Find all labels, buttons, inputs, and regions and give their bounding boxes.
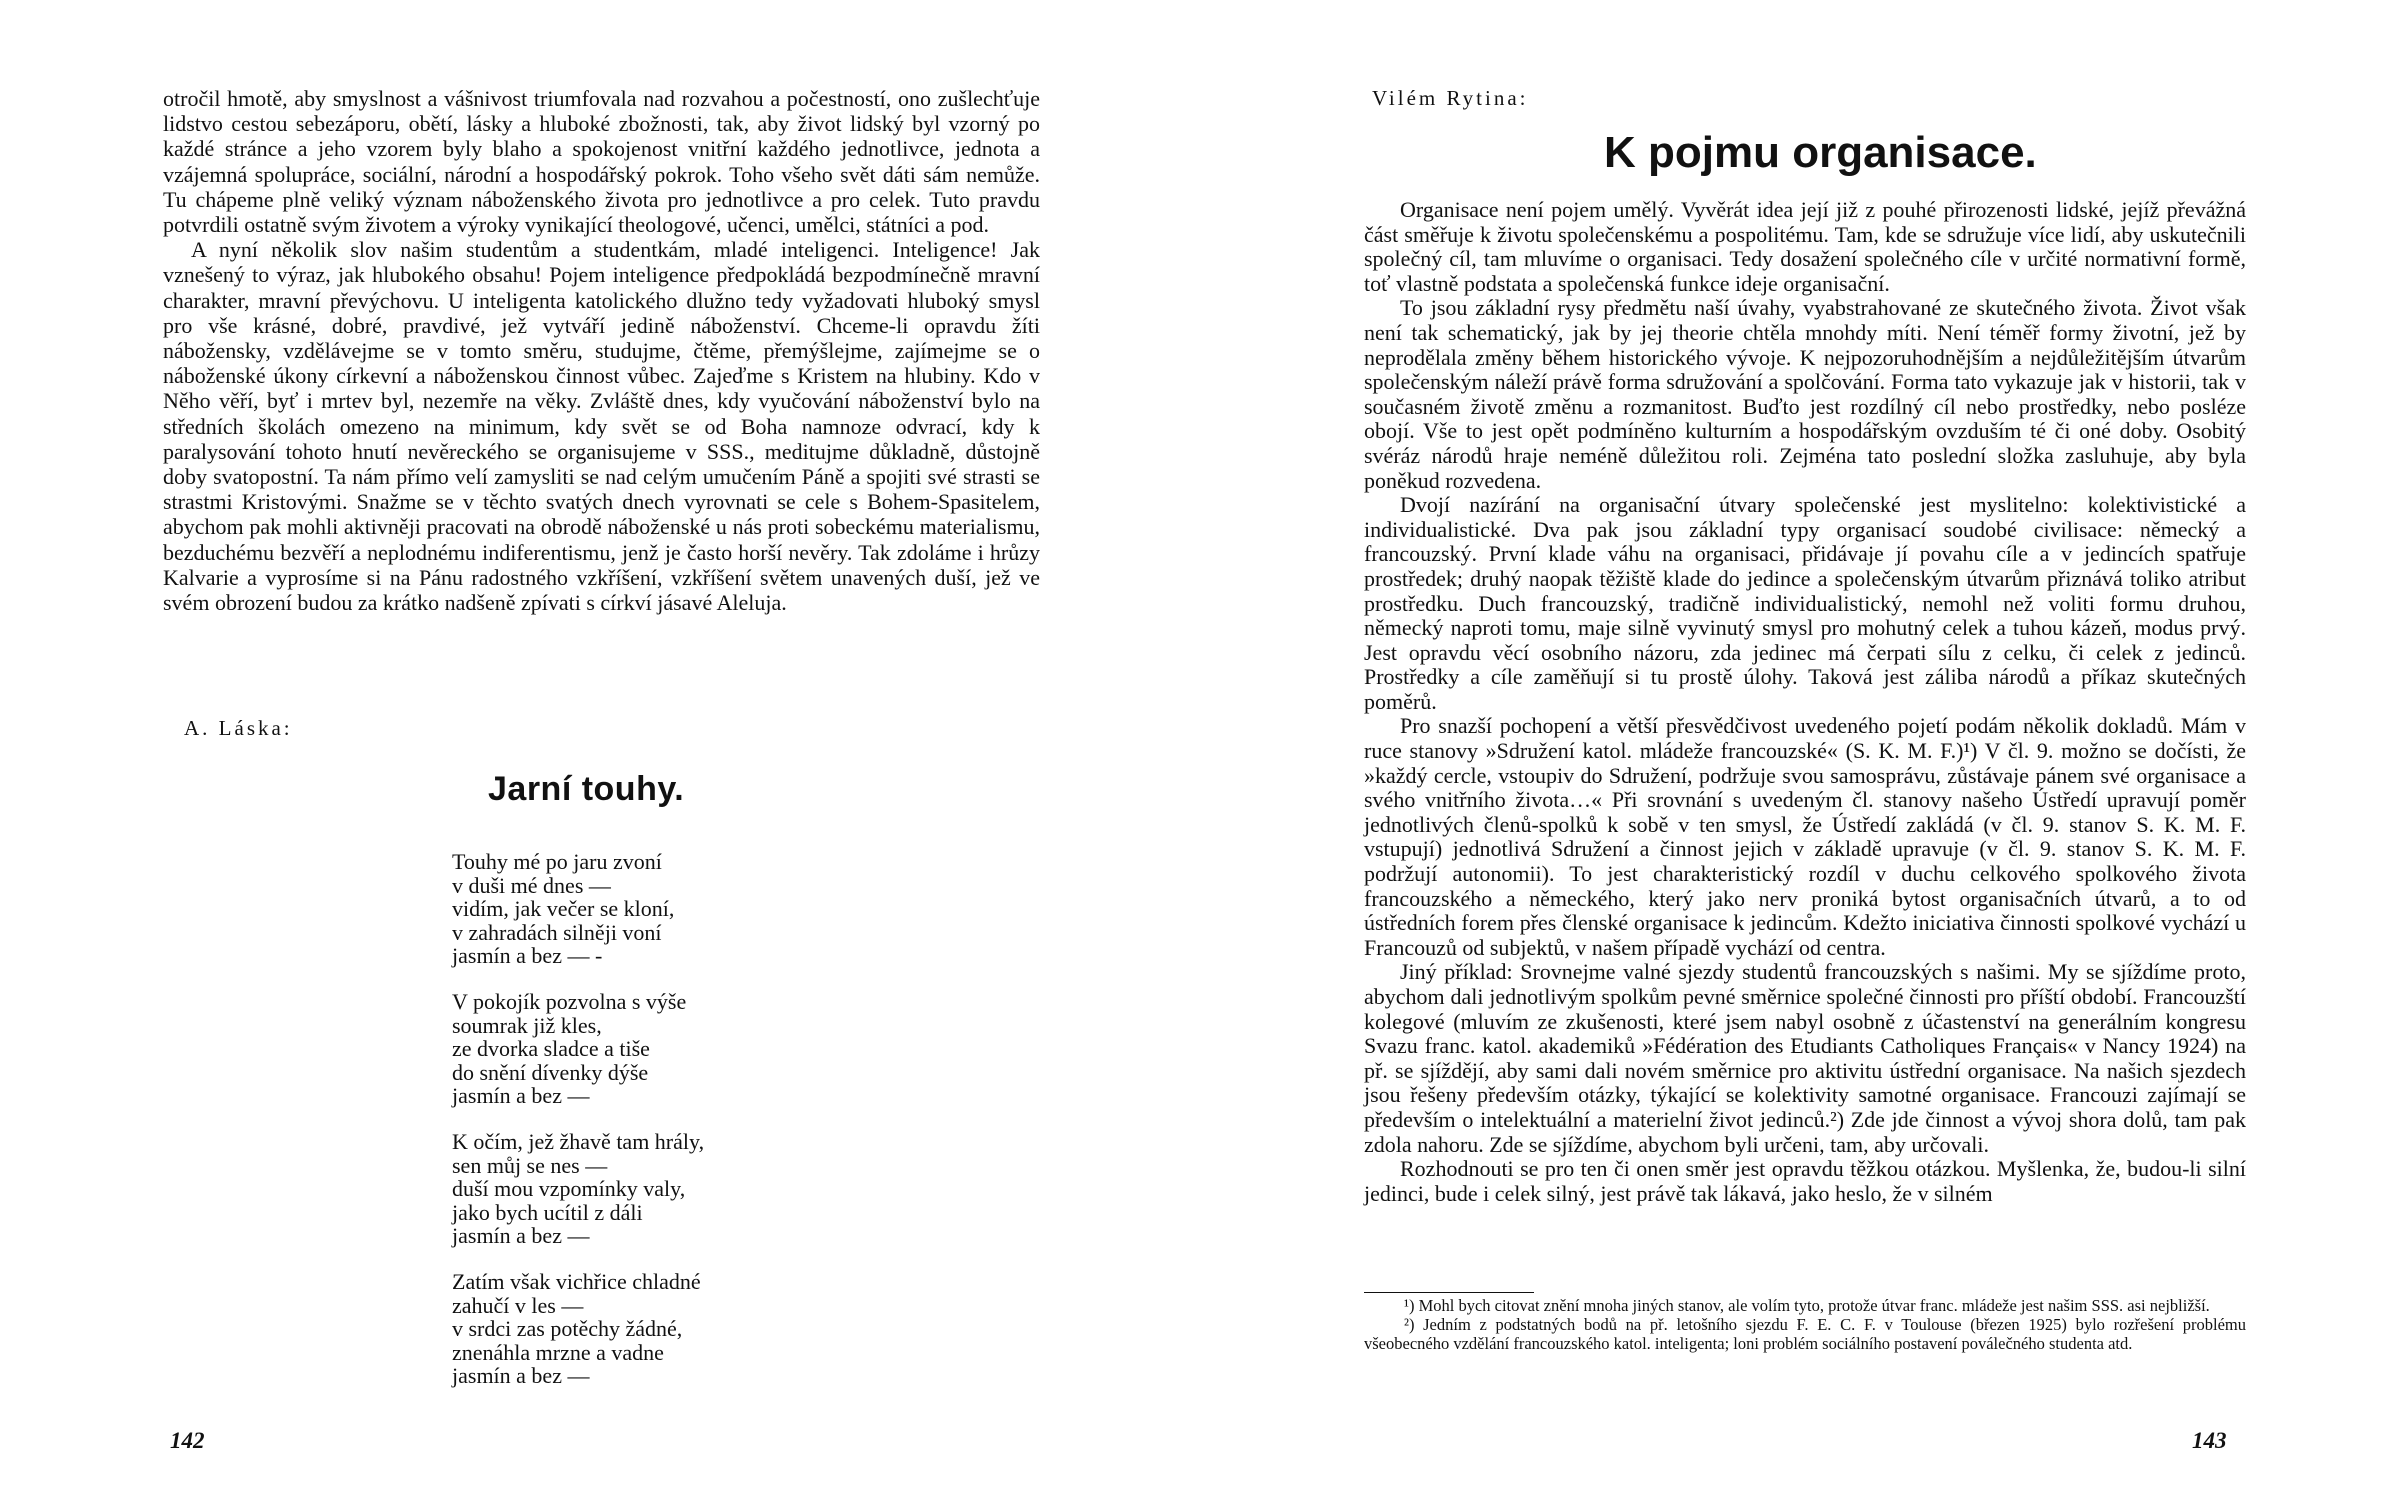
poem-title: Jarní touhy. xyxy=(488,770,685,808)
paragraph: Dvojí nazírání na organisační útvary společenské jest myslitelno: kolektivistické a individualistické. Dva pak jsou základní typy organisací soudobé civilisace: německý a francouzský. První klade váhu na organisaci, přidávaje jí povahu cíle a v jedincích spatřuje prostředek; druhý naopak těžiště klade do jedince a společenským útvarům přiznává toliko atribut prostředku. Duch francouzský, tradičně individualistický, nemohl než voliti formu druhou, německý naproti tomu, maje silně vyvinutý smysl pro mohutný celek a tuhou kázeň, modus prvý. Jest opravdu věcí osobního názoru, zda jedinec má čerpati sílu z celku, či celek z jedinců. Prostředky a cíle zaměňují si tu prostě úlohy. Taková jest záliba národů a příkaz skutečných poměrů. xyxy=(1364,492,2246,714)
paragraph: Organisace není pojem umělý. Vyvěrát idea její již z pouhé přirozenosti lidské, jejíž převážná část směřuje k životu společenskému a pospolitému. Tam, kde se sdružuje více lidí, aby uskutečnili společný cíl, tam mluvíme o organisaci. Tedy dosažení společného cíle v určité normativní formě, toť vlastně podstata a společenská funkce ideje organisační. xyxy=(1364,197,2246,296)
poem-line: jasmín a bez — xyxy=(452,1223,590,1249)
paragraph: To jsou základní rysy předmětu naší úvahy, vyabstrahované ze skutečného života. Život však není tak schematický, jak by jej theorie chtěla mnohdy míti. Není téměř formy životní, jež by neprodělala změny během historického vývoje. K nejpozoruhodnějším a nejdůležitějším útvarům společenským náleží právě forma sdružování a spolčování. Forma tato vykazuje jak v historii, tak v současném životě změnu a rozmanitost. Buďto jest rozdílný cíl nebo prostředky, nebo posléze obojí. Vše to jest opět podmíněno kulturním a hospodářským ovzduším té či oné doby. Osobitý svéráz národů hraje neméně důležitou roli. Zejména tato poslední složka zasluhuje, aby byla poněkud rozvedena. xyxy=(1364,295,2246,493)
poem-line: v zahradách silněji voní xyxy=(452,919,662,945)
paragraph: Pro snazší pochopení a větší přesvědčivost uvedeného pojetí podám několik dokladů. Mám v ruce stanovy »Sdružení katol. mládeže francouzské« (S. K. M. F.)¹) V čl. 9. možno se dočísti, že »každý cercle, vstoupiv do Sdružení, podržuje svou samosprávu, zůstávaje pánem své organisace a svého vnitřního života…« Při srovnání s uvedeným čl. stanovy našeho Ústředí upravují poměr jednotlivých členů-spolků k sobě v ten smysl, že Ústředí zakládá (v čl. 9. stanov S. K. M. F. vstupují) jednotlivá Sdružení a činnost jejich v základě upravuje (v čl. 9. stanov S. K. M. F. podržují autonomii). To jest charakteristický rozdíl v duchu celkového spolkového života francouzského a německého, který jako nerv proniká bytost organisačních útvarů, a to od ústředních forem přes členské organisace k jedincům. Kdežto iniciativa činnosti spolkové vychází u Francouzů od subjektů, v našem případě vychází od centra. xyxy=(1364,713,2246,960)
poem-line: soumrak již kles, xyxy=(452,1012,602,1038)
page-number: 143 xyxy=(2192,1428,2227,1453)
article-body xyxy=(1364,198,2246,1206)
poem-line: jako bych ucítil z dáli xyxy=(452,1199,643,1225)
poem-line: zahučí v les — xyxy=(452,1292,584,1318)
footnote-divider xyxy=(1364,1292,1534,1293)
paragraph: Jiný příklad: Srovnejme valné sjezdy studentů francouzských s našimi. My se sjíždíme proto, abychom dali jednotlivým spolkům pevné směrnice společné činnosti pro příští období. Francouzští kolegové (mluvím ze zkušenosti, které jsem nabyl osobně z účastenství na generálním kongresu Svazu franc. katol. akademiků »Fédération des Etudiants Catholiques Français« v Nancy 1924) na př. se sjíždějí, aby sami dali novém směrnice pro aktivitu ústřední organisace. Na našich sjezdech jsou řešeny především otázky, týkající se kolektivity samotné organisace. Francouzi zajímají se především o intelektuální a materielní život jedinců.²) Zde jde činnost a vývoj shora dolů, tam pak zdola nahoru. Zde se sjíždíme, abychom byli určeni, tam, aby určovali. xyxy=(1364,959,2246,1157)
poem-line: ze dvorka sladce a tiše xyxy=(452,1036,650,1062)
footnote: ¹) Mohl bych citovat znění mnoha jiných stanov, ale volím tyto, protože útvar franc. mládeže jest našim SSS. asi nejbližší. xyxy=(1404,1296,2210,1315)
poem xyxy=(452,850,704,1410)
poem-line: vidím, jak večer se kloní, xyxy=(452,896,675,922)
poem-author: A. Láska: xyxy=(184,716,293,740)
footnote: ²) Jedním z podstatných bodů na př. letošního sjezdu F. E. C. F. v Toulouse (březen 1925) bylo rozřešení problému všeobecného vzdělání francouzského katol. inteligenta; loni problém sociálního postavení poválečného studenta atd. xyxy=(1364,1315,2246,1353)
stanza xyxy=(452,1270,704,1388)
poem-line: Zatím však vichřice chladné xyxy=(452,1268,701,1294)
stanza xyxy=(452,1130,704,1248)
paragraph: otročil hmotě, aby smyslnost a vášnivost triumfovala nad rozvahou a počestností, ono zušlechťuje lidstvo cestou sebezáporu, obětí, lásky a hluboké zbožnosti, tak, aby život lidský byl vzorný po každé stránce a jeho vzorem byly blaho a spokojenost vnitřní každého jednotlivce, jednota a vzájemná spolupráce, sociální, národní a hospodářský pokrok. Toho všeho svět dáti sám nemůže. Tu chápeme plně veliký význam náboženského života pro jednotlivce a pro celek. Tuto pravdu potvrdili ostatně svým životem a výroky vynikající theologové, učenci, umělci, státníci a pod. xyxy=(163,86,1040,238)
page-number: 142 xyxy=(170,1428,205,1453)
poem-line: jasmín a bez — xyxy=(452,1083,590,1109)
left-prose xyxy=(163,86,1040,615)
right-page xyxy=(1192,0,2384,1500)
poem-line: jasmín a bez — xyxy=(452,1363,590,1389)
poem-line: V pokojík pozvolna s výše xyxy=(452,988,687,1014)
footnotes xyxy=(1364,1296,2246,1353)
poem-line: v duši mé dnes — xyxy=(452,872,611,898)
poem-line: v srdci zas potěchy žádné, xyxy=(452,1316,683,1342)
poem-line: duší mou vzpomínky valy, xyxy=(452,1176,686,1202)
poem-line: znenáhla mrzne a vadne xyxy=(452,1339,664,1365)
poem-line: K očím, jež žhavě tam hrály, xyxy=(452,1128,705,1154)
poem-line: jasmín a bez — - xyxy=(452,943,603,969)
article-title: K pojmu organisace. xyxy=(1604,128,2037,177)
poem-line: sen můj se nes — xyxy=(452,1152,608,1178)
article-author: Vilém Rytina: xyxy=(1372,86,1529,110)
stanza xyxy=(452,990,704,1108)
stanza xyxy=(452,850,704,968)
paragraph: A nyní několik slov našim studentům a studentkám, mladé inteligenci. Inteligence! Jak vznešený to výraz, jak hlubokého obsahu! Pojem inteligence předpokládá bezpodmínečně mravní charakter, mravní převýchovu. U inteligenta katolického dlužno tedy vyžadovati hluboký smysl pro vše krásné, dobré, pravdivé, jež vytváří jedině náboženství. Chceme-li opravdu žíti nábožensky, vzdělávejme se v tomto směru, studujme, čtěme, přemýšlejme, zajímejme se o náboženské úkony církevní a náboženskou činnost vůbec. Zajeďme s Kristem na hlubiny. Kdo v Něho věří, byť i mrtev byl, nezemře na věky. Zvláště dnes, kdy vyučování náboženství bylo na středních školách omezeno na minimum, kdy svět se od Boha namnoze odvrací, kdy k paralysování tohoto hnutí nevěreckého se organisujeme v SSS., meditujme důkladně, důstojně doby svatopostní. Ta nám přímo velí zamysliti se nad celým umučením Páně a spojiti své strasti se strastmi Kristovými. Snažme se v těchto svatých dnech vyrovnati se cele s Bohem-Spasitelem, abychom pak mohli aktivněji pracovati na obrodě náboženské u nás proti sobeckému materialismu, bezduchému bezvěří a neplodnému indiferentismu, jenž je často horší nevěry. Tak zdoláme i hrůzy Kalvarie a vyprosíme si na Pánu radostného vzkříšení, vzkříšení světem unavených duší, jež ve svém obrození budou za krátko nadšeně zpívati s církví jásavé Aleluja. xyxy=(163,237,1040,616)
paragraph: Rozhodnouti se pro ten či onen směr jest opravdu těžkou otázkou. Myšlenka, že, budou-li silní jedinci, bude i celek silný, jest právě tak lákavá, jako heslo, že v silném xyxy=(1364,1156,2246,1206)
poem-line: Touhy mé po jaru zvoní xyxy=(452,849,662,874)
poem-line: do snění dívenky dýše xyxy=(452,1059,649,1085)
